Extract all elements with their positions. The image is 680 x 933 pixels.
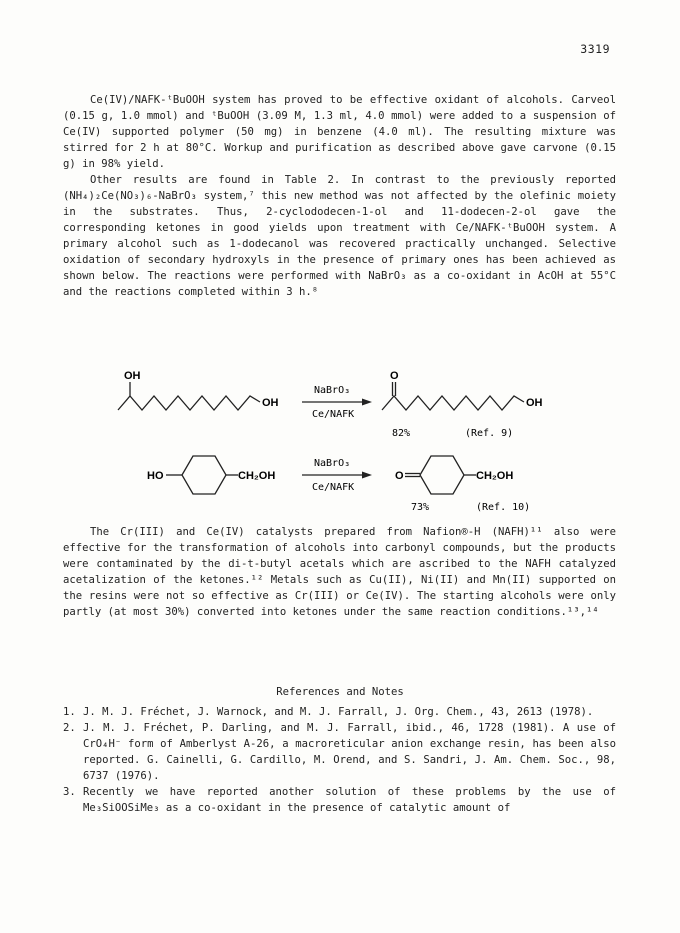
reference-text: Recently we have reported another solution of these problems by the use of Me₃SiOOSiMe₃ as a co-oxidant in the presence of catalytic amount of — [83, 786, 616, 814]
reaction-2-ref: (Ref. 10) — [476, 502, 531, 513]
reaction-2-reagent-bottom: Ce/NAFK — [312, 482, 355, 493]
reference-number: 2. — [63, 722, 76, 734]
reference-item — [63, 720, 616, 784]
reaction-2-reactant-ho: HO — [147, 470, 164, 482]
reaction-1-reagent-top: NaBrO₃ — [314, 385, 351, 396]
reaction-2-product-o: O — [395, 470, 404, 482]
reference-number: 1. — [63, 706, 76, 718]
reaction-1-reactant — [118, 382, 260, 410]
reaction-1-product — [382, 382, 524, 410]
reaction-1-yield: 82% — [392, 428, 411, 439]
reaction-1-reagent-bottom: Ce/NAFK — [312, 409, 355, 420]
reference-number: 3. — [63, 786, 76, 798]
reference-text: J. M. J. Fréchet, J. Warnock, and M. J. Farrall, J. Org. Chem., 43, 2613 (1978). — [83, 706, 594, 718]
reaction-2-product-ch2oh: CH₂OH — [476, 470, 514, 482]
reference-item — [63, 704, 616, 720]
reaction-1-arrow — [302, 399, 372, 406]
reaction-1-product-o: O — [390, 370, 399, 382]
reaction-2-reactant-ring — [166, 456, 238, 494]
reaction-2-arrow — [302, 472, 372, 479]
paragraph-2: Other results are found in Table 2. In contrast to the previously reported (NH₄)₂Ce(NO₃)₆-NaBrO₃ system,⁷ this new method was not affected by the olefinic moiety in the substrates. Thus, 2-cyclododecen-1-ol and 11-dodecen-2-ol gave the corresponding ketones in good yields upon treatment with Ce/NAFK-ᵗBuOOH system. A primary alcohol such as 1-dodecanol was recovered practically unchanged. Selective oxidation of secondary hydroxyls in the presence of primary ones has been achieved as shown below. The reactions were performed with NaBrO₃ as a co-oxidant in AcOH at 55°C and the reactions completed within 3 h.⁸ — [63, 174, 616, 298]
references-list — [63, 704, 616, 816]
paragraph-3: The Cr(III) and Ce(IV) catalysts prepared from Nafion®-H (NAFH)¹¹ also were effective for the transformation of alcohols into carbonyl compounds, but the products were contaminated by the di-t-butyl acetals which are ascribed to the NAFH catalyzed acetalization of the ketones.¹² Metals such as Cu(II), Ni(II) and Mn(II) supported on the resins were not so effective as Cr(III) or Ce(IV). The starting alcohols were only partly (at most 30%) converted into ketones under the same reaction conditions.¹³,¹⁴ — [63, 526, 616, 618]
reaction-2-product-ring — [405, 456, 476, 494]
reference-text: J. M. J. Fréchet, P. Darling, and M. J. Farrall, ibid., 46, 1728 (1981). A use of CrO₄H⁻ form of Amberlyst A-26, a macroreticular anion exchange resin, has been also reported. G. Cainelli, G. Cardillo, M. Orend, and S. Sandri, J. Am. Chem. Soc., 98, 6737 (1976). — [83, 722, 616, 782]
reaction-1-product-oh-end: OH — [526, 397, 543, 409]
paragraph-1: Ce(IV)/NAFK-ᵗBuOOH system has proved to be effective oxidant of alcohols. Carveol (0.15 g, 1.0 mmol) and ᵗBuOOH (3.09 M, 1.3 ml, 4.0 mmol) were added to a suspension of Ce(IV) supported polymer (50 mg) in benzene (4.0 ml). The resulting mixture was stirred for 2 h at 80°C. Workup and purification as described above gave carvone (0.15 g) in 98% yield. — [63, 94, 616, 170]
reaction-2-reagent-top: NaBrO₃ — [314, 458, 351, 469]
body-text-lower — [63, 524, 616, 620]
reaction-1-ref: (Ref. 9) — [465, 428, 514, 439]
reaction-1-reactant-oh-top: OH — [124, 370, 141, 382]
reaction-scheme — [0, 362, 680, 522]
reaction-2-yield: 73% — [411, 502, 430, 513]
references-title: References and Notes — [276, 686, 404, 698]
reaction-2-reactant-ch2oh: CH₂OH — [238, 470, 276, 482]
body-text-upper — [63, 92, 616, 300]
reaction-1-reactant-oh-end: OH — [262, 397, 279, 409]
reference-item — [63, 784, 616, 816]
page-number: 3319 — [580, 42, 610, 56]
